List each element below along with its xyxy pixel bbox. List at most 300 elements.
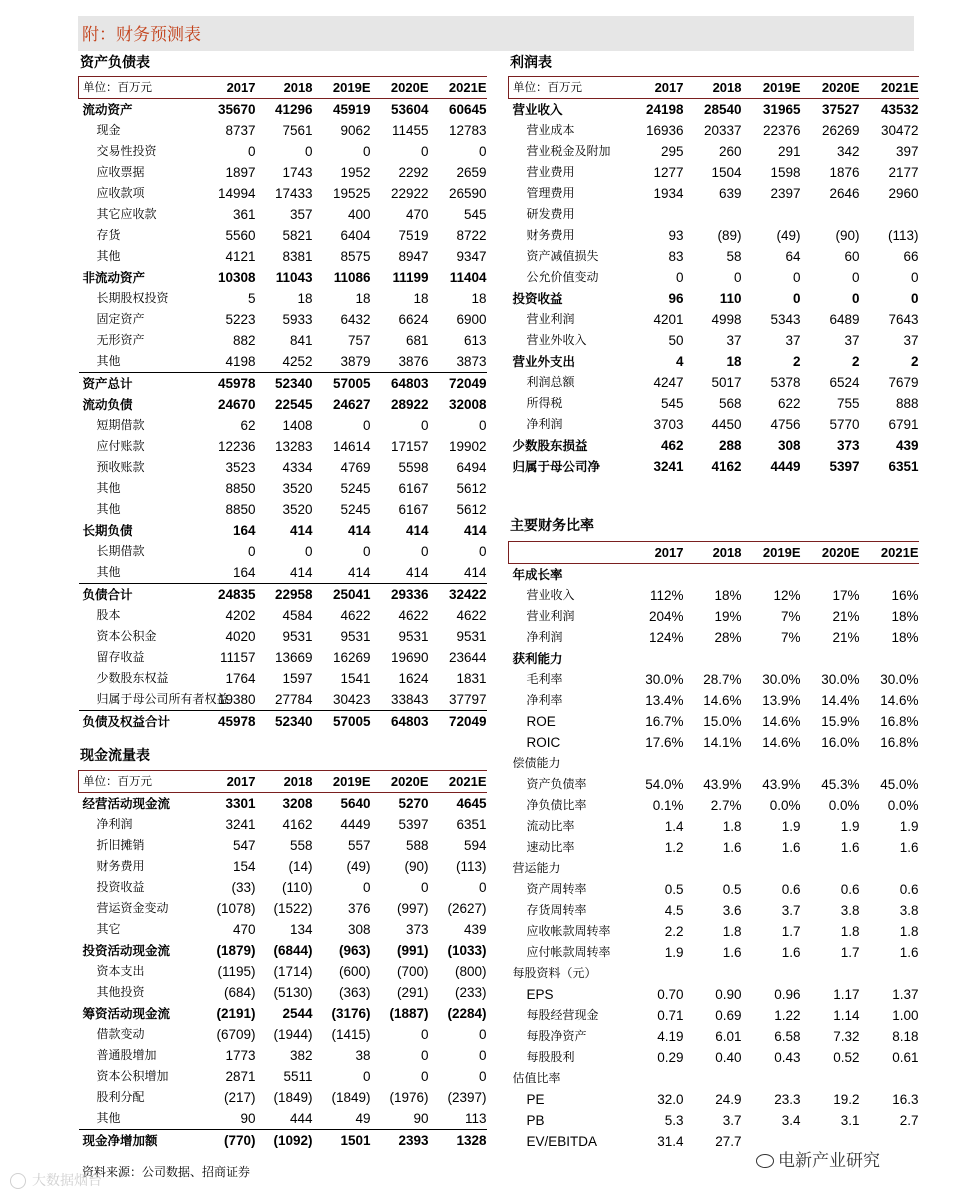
row-label: 营业收入 bbox=[526, 588, 575, 602]
cell-value: 4247 bbox=[653, 375, 684, 390]
cell-value: 1624 bbox=[398, 671, 429, 686]
cell-value bbox=[742, 564, 801, 586]
cell-value: 8850 bbox=[225, 502, 256, 517]
cell-value: 16936 bbox=[645, 123, 684, 138]
cell-value: 19380 bbox=[217, 692, 256, 707]
year-header: 2017 bbox=[654, 80, 684, 95]
cell-value: 0.96 bbox=[774, 987, 801, 1002]
row-label: 营业成本 bbox=[526, 123, 575, 137]
table-row bbox=[79, 520, 487, 541]
cell-value: 27.7 bbox=[715, 1134, 742, 1149]
cell-value: 52340 bbox=[256, 711, 313, 733]
row-label: 资本公积增加 bbox=[96, 1069, 169, 1083]
row-label: 现金净增加额 bbox=[79, 1130, 202, 1152]
cell-value: 0 bbox=[362, 880, 371, 895]
row-label: 筹资活动现金流 bbox=[82, 1006, 171, 1021]
row-label: 折旧摊销 bbox=[96, 838, 145, 852]
cell-value: 14.6% bbox=[762, 714, 801, 729]
cell-value: 0 bbox=[420, 144, 429, 159]
cell-value: 6791 bbox=[888, 417, 919, 432]
cell-value: 19525 bbox=[332, 186, 371, 201]
cell-value: 37 bbox=[785, 333, 801, 348]
cell-value: 308 bbox=[777, 438, 801, 453]
cell-value: 0.6 bbox=[840, 882, 860, 897]
cell-value: 308 bbox=[347, 922, 371, 937]
cell-value: 1.6 bbox=[899, 840, 919, 855]
row-label: 营业利润 bbox=[526, 609, 575, 623]
year-header: 2020E bbox=[390, 80, 429, 95]
cell-value: 12236 bbox=[217, 439, 256, 454]
cell-value: 414 bbox=[405, 523, 429, 538]
cell-value: 1952 bbox=[340, 165, 371, 180]
cell-value: 14994 bbox=[217, 186, 256, 201]
cell-value: 26590 bbox=[448, 186, 487, 201]
cell-value: 3.4 bbox=[781, 1113, 801, 1128]
cell-value: 414 bbox=[347, 523, 371, 538]
cash-flow-title: 现金流量表 bbox=[80, 748, 150, 764]
cell-value: (1078) bbox=[216, 901, 256, 916]
table-row bbox=[509, 837, 919, 858]
table-row bbox=[79, 330, 487, 351]
cell-value: 4756 bbox=[770, 417, 801, 432]
cell-value: 16.8% bbox=[880, 714, 919, 729]
year-header: 2020E bbox=[821, 80, 860, 95]
cell-value: 54.0% bbox=[645, 777, 684, 792]
cell-value: (700) bbox=[396, 964, 429, 979]
cell-value: 124% bbox=[648, 630, 684, 645]
row-label: 资产负债率 bbox=[526, 777, 587, 791]
cell-value: 1897 bbox=[225, 165, 256, 180]
row-label: 投资收益 bbox=[512, 291, 563, 306]
page-title: 附：财务预测表 bbox=[82, 25, 201, 45]
cell-value: 6351 bbox=[888, 459, 919, 474]
row-label: 管理费用 bbox=[526, 186, 575, 200]
cell-value: 2 bbox=[851, 354, 860, 369]
cell-value: 7519 bbox=[398, 228, 429, 243]
table-row bbox=[79, 647, 487, 668]
cell-value: 32008 bbox=[448, 397, 487, 412]
cell-value: (14) bbox=[288, 859, 313, 874]
cell-value: 6.01 bbox=[715, 1029, 742, 1044]
row-label: 营运资金变动 bbox=[96, 901, 169, 915]
table-row bbox=[509, 627, 919, 648]
table-row bbox=[509, 414, 919, 435]
table-row bbox=[509, 753, 919, 774]
cell-value: 4622 bbox=[398, 608, 429, 623]
row-label: 投资活动现金流 bbox=[82, 943, 171, 958]
table-row bbox=[509, 330, 919, 351]
cell-value: 8722 bbox=[456, 228, 487, 243]
table-row bbox=[509, 309, 919, 330]
cell-value: 0 bbox=[792, 291, 801, 306]
cell-value: (1522) bbox=[273, 901, 313, 916]
cell-value: 2646 bbox=[829, 186, 860, 201]
cell-value: (2627) bbox=[447, 901, 487, 916]
cell-value: 14.1% bbox=[703, 735, 742, 750]
table-row bbox=[79, 141, 487, 162]
row-label: 每股股利 bbox=[526, 1050, 575, 1064]
cell-value: 23.3 bbox=[774, 1092, 801, 1107]
cell-value: 8381 bbox=[282, 249, 313, 264]
cell-value: (6844) bbox=[273, 943, 313, 958]
row-label: 流动资产 bbox=[82, 102, 133, 117]
cell-value: (2397) bbox=[447, 1090, 487, 1105]
cell-value: 18% bbox=[891, 630, 919, 645]
table-row bbox=[509, 267, 919, 288]
cell-value: (1195) bbox=[217, 964, 256, 979]
cell-value: 50 bbox=[668, 333, 684, 348]
cell-value: 17157 bbox=[390, 439, 429, 454]
row-label: 应付帐款周转率 bbox=[526, 945, 611, 959]
cell-value: 4 bbox=[675, 354, 684, 369]
cell-value: 5245 bbox=[340, 481, 371, 496]
cell-value: 0 bbox=[478, 1027, 487, 1042]
cell-value: 3703 bbox=[653, 417, 684, 432]
table-row bbox=[509, 963, 919, 984]
cell-value: 342 bbox=[836, 144, 860, 159]
cell-value: 7% bbox=[780, 630, 801, 645]
cell-value: (33) bbox=[231, 880, 256, 895]
table-row bbox=[509, 1110, 919, 1131]
row-label: 预收账款 bbox=[96, 460, 145, 474]
cell-value: 397 bbox=[895, 144, 919, 159]
cell-value: (5130) bbox=[273, 985, 313, 1000]
cell-value: 444 bbox=[289, 1111, 313, 1126]
cell-value: 31.4 bbox=[657, 1134, 684, 1149]
cell-value: 164 bbox=[232, 565, 256, 580]
cell-value bbox=[629, 204, 684, 225]
cell-value: 2177 bbox=[888, 165, 919, 180]
cell-value: 757 bbox=[347, 333, 371, 348]
cell-value: 2544 bbox=[282, 1006, 313, 1021]
year-header: 2019E bbox=[332, 80, 371, 95]
cell-value: 3520 bbox=[282, 481, 313, 496]
cell-value: 3208 bbox=[282, 796, 313, 811]
cell-value: 414 bbox=[463, 565, 487, 580]
row-label: 应收票据 bbox=[96, 165, 145, 179]
cell-value: (1415) bbox=[331, 1027, 371, 1042]
unit-label: 单位：百万元 bbox=[79, 77, 202, 99]
cell-value: (49) bbox=[346, 859, 371, 874]
cell-value: 2 bbox=[792, 354, 801, 369]
cell-value bbox=[629, 858, 684, 879]
cell-value: 557 bbox=[347, 838, 371, 853]
year-header: 2021E bbox=[448, 774, 487, 789]
cell-value: 1.8 bbox=[899, 924, 919, 939]
row-label: 应收款项 bbox=[96, 186, 145, 200]
cell-value: 11086 bbox=[333, 270, 371, 285]
cell-value bbox=[860, 858, 919, 879]
cell-value: 1.22 bbox=[774, 1008, 801, 1023]
row-label: 无形资产 bbox=[96, 333, 145, 347]
cell-value: 22545 bbox=[274, 397, 313, 412]
row-label: 其他 bbox=[96, 565, 121, 579]
table-row bbox=[509, 99, 919, 121]
cell-value bbox=[742, 963, 801, 984]
row-label: 交易性投资 bbox=[96, 144, 157, 158]
table-row bbox=[509, 372, 919, 393]
cell-value: 1.8 bbox=[722, 924, 742, 939]
cell-value: 57005 bbox=[313, 711, 371, 733]
cell-value: 6351 bbox=[456, 817, 487, 832]
row-label: 应付账款 bbox=[96, 439, 145, 453]
cell-value: 27784 bbox=[274, 692, 313, 707]
cell-value: 96 bbox=[668, 291, 684, 306]
cell-value: 1277 bbox=[653, 165, 684, 180]
balance-sheet-title: 资产负债表 bbox=[80, 55, 150, 71]
cell-value: 4201 bbox=[653, 312, 684, 327]
cell-value: 547 bbox=[232, 838, 256, 853]
row-label: EV/EBITDA bbox=[526, 1134, 598, 1149]
cell-value: 0 bbox=[675, 270, 684, 285]
cell-value: 8.18 bbox=[892, 1029, 919, 1044]
cell-value: 439 bbox=[463, 922, 487, 937]
cell-value: 16.8% bbox=[880, 735, 919, 750]
row-label: 财务费用 bbox=[526, 228, 575, 242]
cell-value: 23644 bbox=[448, 650, 487, 665]
cell-value: (90) bbox=[835, 228, 860, 243]
cell-value: (1849) bbox=[273, 1090, 313, 1105]
row-label: 其他投资 bbox=[96, 985, 145, 999]
cell-value: 0 bbox=[851, 291, 860, 306]
income-statement-title: 利润表 bbox=[510, 55, 552, 71]
cell-value: 112% bbox=[649, 588, 684, 603]
cell-value: (217) bbox=[223, 1090, 256, 1105]
cell-value: 13669 bbox=[274, 650, 313, 665]
balance-sheet-header bbox=[79, 77, 487, 99]
table-row bbox=[79, 162, 487, 183]
row-label: 应收帐款周转率 bbox=[526, 924, 611, 938]
cell-value: 0 bbox=[247, 544, 256, 559]
cell-value: 0 bbox=[792, 270, 801, 285]
cell-value bbox=[629, 564, 684, 586]
cell-value: 361 bbox=[232, 207, 256, 222]
row-label: 营业税金及附加 bbox=[526, 144, 611, 158]
cell-value: 72049 bbox=[429, 373, 487, 395]
table-row bbox=[79, 204, 487, 225]
cell-value: 470 bbox=[232, 922, 256, 937]
cell-value: 1.37 bbox=[892, 987, 919, 1002]
cell-value: 28.7% bbox=[703, 672, 742, 687]
cell-value: 45978 bbox=[202, 711, 256, 733]
cell-value: 21% bbox=[832, 630, 860, 645]
cell-value: 1501 bbox=[313, 1130, 371, 1152]
table-row bbox=[79, 605, 487, 626]
table-row bbox=[79, 856, 487, 877]
table-row bbox=[509, 606, 919, 627]
row-label: PE bbox=[526, 1092, 545, 1107]
cell-value: (90) bbox=[404, 859, 429, 874]
row-label: 投资收益 bbox=[96, 880, 145, 894]
cell-value: 11043 bbox=[275, 270, 313, 285]
cell-value: 19.2 bbox=[833, 1092, 860, 1107]
table-row bbox=[509, 393, 919, 414]
cell-value: 4998 bbox=[711, 312, 742, 327]
cell-value: (233) bbox=[454, 985, 487, 1000]
cell-value: 0.1% bbox=[652, 798, 684, 813]
cell-value: 2 bbox=[910, 354, 919, 369]
cell-value: 6524 bbox=[829, 375, 860, 390]
cell-value: 16% bbox=[891, 588, 919, 603]
cell-value: 9531 bbox=[282, 629, 313, 644]
cell-value: 5640 bbox=[340, 796, 371, 811]
cell-value: 8850 bbox=[225, 481, 256, 496]
cell-value: (113) bbox=[887, 228, 919, 243]
table-row bbox=[79, 940, 487, 961]
wechat-icon bbox=[756, 1154, 774, 1168]
cell-value: (6709) bbox=[216, 1027, 256, 1042]
cell-value: 1.9 bbox=[781, 819, 801, 834]
cell-value: 28540 bbox=[703, 102, 742, 117]
row-label: ROIC bbox=[526, 735, 561, 750]
cell-value: 4622 bbox=[340, 608, 371, 623]
table-row bbox=[79, 877, 487, 898]
row-label: 少数股东权益 bbox=[96, 671, 169, 685]
cell-value: (291) bbox=[396, 985, 429, 1000]
cell-value: 382 bbox=[289, 1048, 313, 1063]
table-row bbox=[79, 1108, 487, 1130]
cell-value: 10308 bbox=[217, 270, 256, 285]
cell-value bbox=[860, 648, 919, 669]
cell-value: 14.4% bbox=[821, 693, 860, 708]
cell-value bbox=[742, 858, 801, 879]
cell-value: 0.0% bbox=[887, 798, 919, 813]
cell-value: 83 bbox=[668, 249, 684, 264]
cell-value: (800) bbox=[454, 964, 487, 979]
year-header: 2018 bbox=[283, 80, 313, 95]
cell-value: 3523 bbox=[225, 460, 256, 475]
cell-value: 14.6% bbox=[880, 693, 919, 708]
income-statement-header bbox=[509, 77, 919, 99]
cell-value: 22958 bbox=[256, 584, 313, 606]
cell-value: 20337 bbox=[703, 123, 742, 138]
row-label: 非流动资产 bbox=[82, 270, 146, 285]
cell-value: 17.6% bbox=[645, 735, 684, 750]
cell-value: (1887) bbox=[389, 1006, 429, 1021]
cell-value: 3.7 bbox=[722, 1113, 742, 1128]
cell-value: 29336 bbox=[371, 584, 429, 606]
cell-value: 755 bbox=[836, 396, 860, 411]
cell-value: 90 bbox=[413, 1111, 429, 1126]
cell-value: 5511 bbox=[283, 1069, 313, 1084]
cell-value: 3.8 bbox=[840, 903, 860, 918]
cell-value: 17% bbox=[832, 588, 860, 603]
table-row bbox=[509, 162, 919, 183]
cell-value: 414 bbox=[289, 523, 313, 538]
row-label: 流动比率 bbox=[526, 819, 575, 833]
cell-value: 0.43 bbox=[774, 1050, 801, 1065]
row-label: 营业外支出 bbox=[512, 354, 576, 369]
cell-value: (1092) bbox=[256, 1130, 313, 1152]
cell-value: 439 bbox=[895, 438, 919, 453]
table-row bbox=[79, 1130, 487, 1152]
page-header bbox=[78, 16, 914, 51]
row-label: 少数股东损益 bbox=[512, 438, 588, 453]
row-label: 其他 bbox=[96, 354, 121, 368]
cell-value: 0 bbox=[478, 544, 487, 559]
cell-value: 5397 bbox=[829, 459, 860, 474]
table-row bbox=[509, 690, 919, 711]
cell-value bbox=[684, 564, 742, 586]
table-row bbox=[79, 309, 487, 330]
year-header: 2021E bbox=[880, 80, 919, 95]
cell-value: 1.2 bbox=[664, 840, 684, 855]
cash-flow-header bbox=[79, 771, 487, 793]
cell-value: 2397 bbox=[770, 186, 801, 201]
cell-value: 19690 bbox=[390, 650, 429, 665]
watermark-right bbox=[752, 1146, 884, 1171]
row-label: 其他 bbox=[96, 481, 121, 495]
cell-value: 0.40 bbox=[715, 1050, 742, 1065]
year-header: 2017 bbox=[654, 545, 684, 560]
cell-value: (991) bbox=[396, 943, 429, 958]
row-label: 负债合计 bbox=[79, 584, 202, 606]
cell-value: 3241 bbox=[225, 817, 256, 832]
cell-value: 1831 bbox=[456, 671, 487, 686]
row-label: 偿债能力 bbox=[512, 756, 561, 770]
table-row bbox=[79, 373, 487, 395]
cell-value: 28% bbox=[714, 630, 742, 645]
cell-value: 45.3% bbox=[821, 777, 860, 792]
table-row bbox=[509, 1026, 919, 1047]
cell-value: 8575 bbox=[340, 249, 371, 264]
cell-value: 43.9% bbox=[703, 777, 742, 792]
year-header: 2018 bbox=[712, 545, 742, 560]
cell-value: 2393 bbox=[371, 1130, 429, 1152]
cell-value: 295 bbox=[660, 144, 684, 159]
watermark-logo-icon bbox=[10, 1173, 26, 1189]
cell-value: 24.9 bbox=[715, 1092, 742, 1107]
cell-value: 0 bbox=[420, 880, 429, 895]
year-header: 2021E bbox=[448, 80, 487, 95]
table-row bbox=[509, 183, 919, 204]
cell-value: 4622 bbox=[456, 608, 487, 623]
table-row bbox=[509, 648, 919, 669]
year-header: 2018 bbox=[712, 80, 742, 95]
cell-value: 1.7 bbox=[840, 945, 860, 960]
cell-value: 18% bbox=[891, 609, 919, 624]
cell-value bbox=[629, 648, 684, 669]
cell-value: 8947 bbox=[398, 249, 429, 264]
cell-value: 4252 bbox=[282, 354, 313, 369]
cell-value: 2.7% bbox=[710, 798, 742, 813]
cell-value: 7.32 bbox=[833, 1029, 860, 1044]
cell-value: 0.6 bbox=[899, 882, 919, 897]
row-label: 存货 bbox=[96, 228, 121, 242]
cell-value bbox=[684, 204, 742, 225]
cell-value: 3.8 bbox=[899, 903, 919, 918]
table-row bbox=[79, 541, 487, 562]
cell-value: 3.7 bbox=[781, 903, 801, 918]
table-row bbox=[79, 394, 487, 415]
cell-value: 3520 bbox=[282, 502, 313, 517]
cell-value: 0 bbox=[910, 270, 919, 285]
table-row bbox=[509, 246, 919, 267]
cell-value: 4202 bbox=[225, 608, 256, 623]
row-label: 长期负债 bbox=[82, 523, 133, 538]
cell-value bbox=[629, 753, 684, 774]
table-row bbox=[79, 814, 487, 835]
cell-value: 1.6 bbox=[781, 840, 801, 855]
cell-value: 28922 bbox=[390, 397, 429, 412]
cell-value: 64803 bbox=[371, 373, 429, 395]
cell-value: 4584 bbox=[282, 608, 313, 623]
cell-value: 0.69 bbox=[715, 1008, 742, 1023]
cell-value bbox=[684, 963, 742, 984]
cell-value: 841 bbox=[289, 333, 313, 348]
cell-value: 13.4% bbox=[645, 693, 684, 708]
table-row bbox=[79, 584, 487, 606]
